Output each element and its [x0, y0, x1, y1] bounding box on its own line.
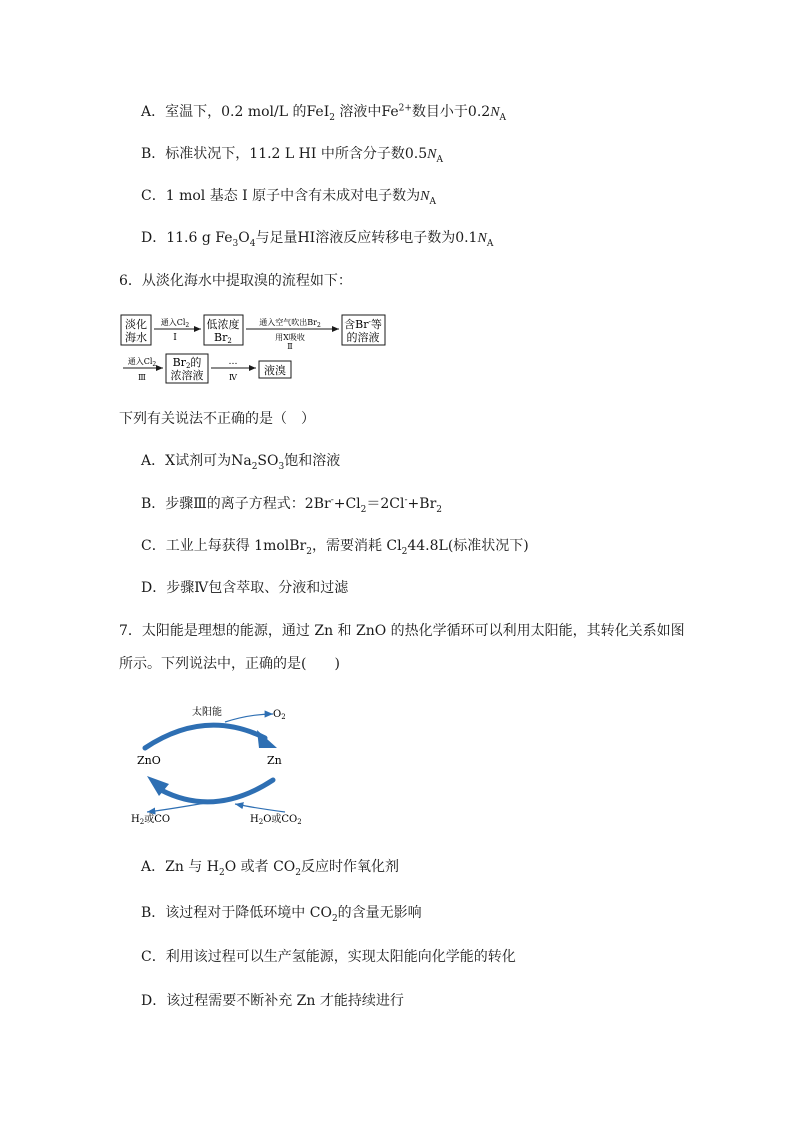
box3-line1: 含Br-等	[344, 318, 382, 331]
q5-option-a[interactable]: A．室温下，0.2 mol/L 的FeI$_2$ 溶液中$Fe^{2+}$数目小于$0.2N_A$	[141, 103, 507, 123]
top-arc-arrowhead	[257, 730, 277, 748]
q7-option-c[interactable]: C．利用该过程可以生产氢能源，实现太阳能向化学能的转化	[141, 949, 516, 965]
arrow3-step-label: Ⅲ	[138, 373, 146, 382]
o2-branch-arrow	[225, 714, 273, 722]
h2o-or-co2-label: $H_2O$或$CO_2$	[250, 814, 302, 826]
h2o-co2-branch-arrow	[235, 804, 285, 812]
arrow2-step-label: Ⅱ	[287, 342, 293, 351]
q6-prompt: 下列有关说法不正确的是（ ）	[119, 411, 315, 427]
q6-option-c[interactable]: C．工业上每获得 1molBr$_2$，需要消耗 $Cl_244.8L$(标准状况下)	[141, 538, 529, 557]
h2-co-branch-arrow	[147, 802, 211, 812]
q7-option-d[interactable]: D．该过程需要不断补充 Zn 才能持续进行	[141, 993, 404, 1009]
arrow4-top-label: …	[228, 357, 238, 367]
h2-or-co-label: $H_2$或CO	[131, 814, 171, 826]
q7-option-b[interactable]: B．该过程对于降低环境中 $CO_2$的含量无影响	[141, 905, 422, 924]
box2-line1: 低浓度	[206, 318, 240, 331]
box4-line2: 浓溶液	[170, 369, 204, 382]
box3-line2: 的溶液	[346, 331, 380, 344]
box1-line2: 海水	[125, 331, 147, 344]
solar-energy-label: 太阳能	[192, 707, 222, 718]
box2-line2: Br2	[214, 331, 232, 345]
box1-line1: 淡化	[125, 318, 147, 331]
q6-option-b[interactable]: B．步骤Ⅲ的离子方程式：$2Br^-+Cl_2=2Cl^-+Br_2$	[141, 495, 442, 515]
q6-option-a[interactable]: A．X试剂可为$Na_2SO_3$饱和溶液	[141, 453, 341, 472]
arrow3-top-label: 通入$Cl_2$	[127, 357, 157, 368]
arrow4-step-label: Ⅳ	[229, 373, 237, 382]
bottom-arc	[161, 780, 273, 802]
bromine-flow-diagram	[118, 312, 418, 384]
q6-option-d[interactable]: D．步骤Ⅳ包含萃取、分液和过滤	[141, 580, 349, 596]
q7-stem-line1: 7．太阳能是理想的能源，通过 Zn 和 ZnO 的热化学循环可以利用太阳能，其转化关系如图	[119, 623, 685, 639]
top-arc	[145, 725, 265, 748]
q5-option-d[interactable]: D．11.6 g $Fe_3O_4$与足量HI溶液反应转移电子数为$0.1N_A$	[141, 230, 494, 249]
q5-option-c[interactable]: C．1 mol 基态 I 原子中含有未成对电子数为$N_A$	[141, 188, 436, 207]
q7-option-a[interactable]: A．Zn 与 $H_2O$ 或者 $CO_2$反应时作氧化剂	[141, 859, 400, 878]
q5-option-b[interactable]: B．标准状况下，11.2 L HI 中所含分子数$0.5N_A$	[141, 146, 443, 165]
zn-label: Zn	[267, 754, 282, 767]
box5-label: 液溴	[264, 364, 286, 377]
arrow1-top-label: 通入$Cl_2$	[160, 318, 190, 329]
arrow2-bottom-label: 用X吸收	[275, 333, 305, 342]
arrow1-step-label: I	[173, 333, 177, 343]
q6-title: 6．从淡化海水中提取溴的流程如下：	[119, 273, 352, 289]
arrow2-top-label: 通入空气吹出$Br_2$	[259, 318, 321, 329]
box4-line1: Br2的	[172, 356, 202, 370]
zno-label: ZnO	[137, 754, 161, 767]
o2-label: $O_2$	[273, 709, 286, 721]
q7-stem-line2: 所示。下列说法中，正确的是( )	[119, 656, 340, 672]
zn-zno-cycle-diagram	[125, 698, 325, 834]
